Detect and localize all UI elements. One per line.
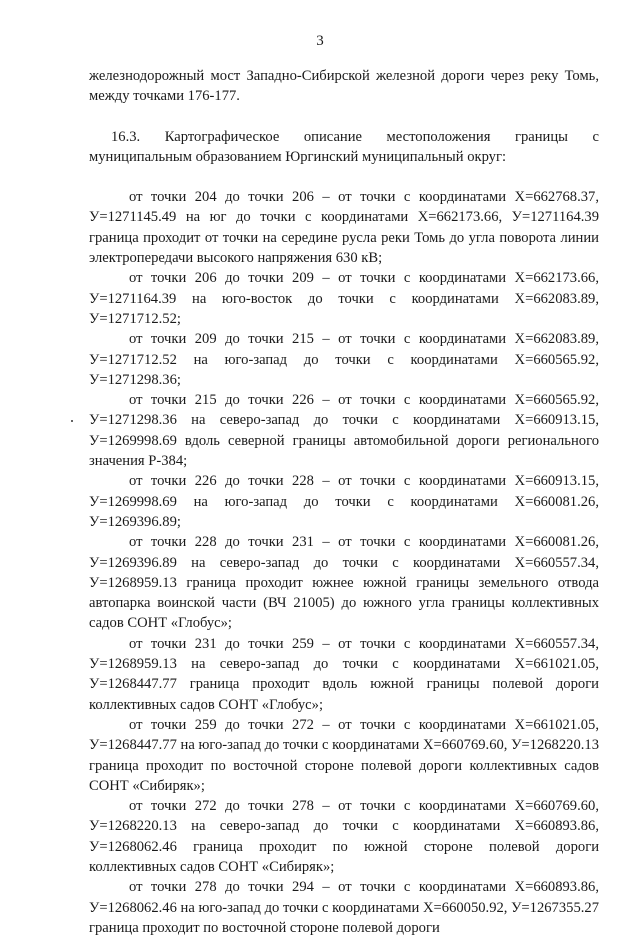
boundary-point-paragraph: от точки 226 до точки 228 – от точки с координатами Х=660913.15, У=1269998.69 на юго-запад до точки с координатами Х=660081.26, У=1269396.89; bbox=[89, 473, 599, 530]
intro-paragraph: железнодорожный мост Западно-Сибирской железной дороги через реку Томь, между точками 176-177. bbox=[89, 68, 599, 105]
boundary-point-paragraph: от точки 215 до точки 226 – от точки с координатами Х=660565.92, У=1271298.36 на северо-запад до точки с координатами Х=660913.15, У=1269998.69 вдоль северной границы автомобильной дороги регионального значения Р-384; bbox=[89, 392, 599, 470]
boundary-point-paragraph: от точки 259 до точки 272 – от точки с координатами Х=661021.05, У=1268447.77 на юго-запад до точки с координатами Х=660769.60, У=1268220.13 граница проходит по восточной стороне полевой дороги коллективных садов СОНТ «Сибиряк»; bbox=[89, 716, 599, 794]
boundary-point-paragraph: от точки 204 до точки 206 – от точки с координатами Х=662768.37, У=1271145.49 на юг до точки с координатами Х=662173.66, У=1271164.39 граница проходит от точки на середине русла реки Томь до угла поворота линии электропередачи высокого напряжения 630 кВ; bbox=[89, 189, 599, 267]
boundary-point-paragraph: от точки 231 до точки 259 – от точки с координатами Х=660557.34, У=1268959.13 на северо-запад до точки с координатами Х=661021.05, У=1268447.77 граница проходит вдоль южной границы полевой дороги коллективных садов СОНТ «Глобус»; bbox=[89, 635, 599, 713]
boundary-point-paragraph: от точки 272 до точки 278 – от точки с координатами Х=660769.60, У=1268220.13 на северо-запад до точки с координатами Х=660893.86, У=1268062.46 граница проходит по южной стороне полевой дороги коллективных садов СОНТ «Сибиряк»; bbox=[89, 798, 599, 875]
page-number: 3 bbox=[316, 33, 324, 49]
boundary-point-paragraph: от точки 206 до точки 209 – от точки с координатами Х=662173.66, У=1271164.39 на юго-восток до точки с координатами Х=662083.89, У=1271712.52; bbox=[89, 270, 599, 327]
scan-speck bbox=[71, 420, 73, 422]
section-heading: 16.3. Картографическое описание местоположения границы с муниципальным образованием Юргинский муниципальный округ: bbox=[89, 128, 599, 165]
boundary-point-paragraph: от точки 278 до точки 294 – от точки с координатами Х=660893.86, У=1268062.46 на юго-запад до точки с координатами Х=660050.92, У=1267355.27 граница проходит по восточной стороне полевой дороги bbox=[89, 879, 599, 936]
boundary-point-paragraph: от точки 209 до точки 215 – от точки с координатами Х=662083.89, У=1271712.52 на юго-запад до точки с координатами Х=660565.92, У=1271298.36; bbox=[89, 331, 599, 388]
boundary-point-paragraph: от точки 228 до точки 231 – от точки с координатами Х=660081.26, У=1269396.89 на северо-запад до точки с координатами Х=660557.34, У=1268959.13 граница проходит южнее южной границы земельного отвода автопарка воинской части (ВЧ 21005) до южного угла границы коллективных садов СОНТ «Глобус»; bbox=[89, 534, 599, 632]
document-body bbox=[89, 66, 599, 938]
